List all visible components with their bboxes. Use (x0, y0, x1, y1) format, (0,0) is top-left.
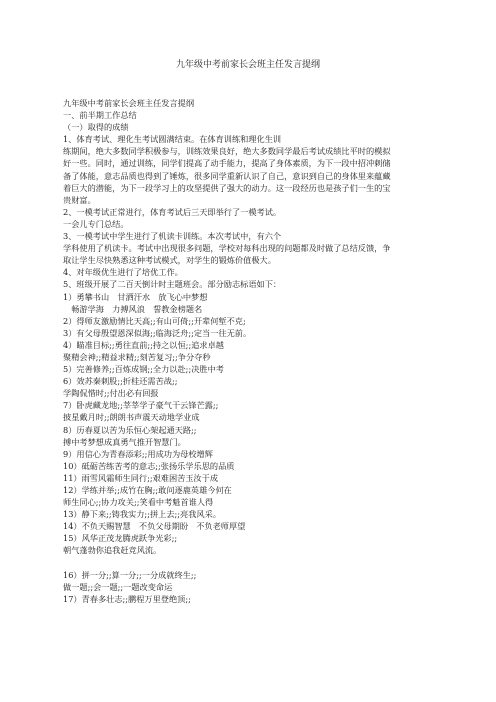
slogan-line: 7）卧虎藏龙地;;莘莘学子豪气干云锋芒露;; (63, 400, 219, 411)
slogan-line: 做一题;;会一题;;一题改变命运 (63, 581, 173, 592)
slogan-line: 8）历春夏以苦为乐恒心架起通天路;; (63, 424, 197, 435)
blank-line (63, 557, 437, 569)
body-line: 一会儿专门总结。 (63, 218, 129, 229)
body-line: 2、一模考试正常进行，体育考试后三天即举行了一模考试。 (63, 206, 282, 217)
slogan-line: 4）瞄准目标;;勇往直前;;持之以恒;;追求卓越 (63, 339, 224, 350)
slogan-line: 17）青春多壮志;;鹏程万里登绝顶;; (63, 593, 191, 604)
slogan-line: 1）勇攀书山 甘洒汗水 放飞心中梦想 (63, 291, 208, 302)
body-line: 备了体能，意志品质也得到了锤炼，很多同学重新认识了自己，意识到自己的身体里来蕴藏 (63, 170, 391, 181)
slogan-line: 2）得师友激励情比天高;;有山可倚;;开辈何堑不克; (63, 315, 246, 326)
body-line: 1、体育考试、理化生考试圆满结束。在体育训练和理化生训 (63, 134, 282, 145)
body-line: 好一些。同时，通过训练，同学们提高了动手能力，提高了身体素质，为下一段中招冲刺储 (63, 158, 391, 169)
slogan-line: 3）有父母殷望恩深似海;;临海泛舟;;定当一往无前。 (63, 327, 252, 338)
section-heading: 一、前半期工作总结 (63, 110, 137, 121)
slogan-line: 学陶侃惜时;;付出必有回报 (63, 388, 159, 399)
slogan-line: 11）雨雪风霜师生同行;;艰难困苦玉汝于成 (63, 472, 219, 483)
slogan-line: 5）完善修养;;百炼成钢;;全力以赴;;决胜中考 (63, 364, 224, 375)
body-line: 练期间，绝大多数同学积极参与，训练效果良好，绝大多数同学最后考试成绩比平时的模拟 (63, 146, 391, 157)
slogan-line: 披星戴月时;;朗朗书声震天动地学业成 (63, 412, 200, 423)
slogan-line: 13）静下来;;铸我实力;;拼上去;;亮我风采。 (63, 509, 221, 520)
slogan-line: 12）学练并举;;成竹在胸;;敢问逐鹿英雄今何在 (63, 485, 232, 495)
slogan-line: 6）效苏秦刺股;;折桂还需苦战;; (63, 376, 178, 387)
body-line: 4、对年级优生进行了培优工作。 (63, 267, 183, 278)
slogan-line: 14）不负天赐智慧 不负父母期盼 不负老师厚望 (63, 521, 246, 532)
body-line: 着巨大的潜能，为下一段学习上的攻坚提供了强大的动力。这一段经历也是孩子们一生的宝 (63, 182, 391, 193)
body-line: 取让学生尽快熟悉这种考试模式，对学生的锻炼价值极大。 (63, 255, 276, 266)
body-line: 九年级中考前家长会班主任发言提纲 (63, 98, 195, 108)
body-line: 学科使用了机读卡。考试中出现很多问题，学校对每科出现的问题都及时做了总结反馈，争 (63, 243, 391, 254)
slogan-line: 15）风华正茂龙腾虎跃争光彩;; (63, 533, 178, 544)
slogan-line: 16）拼一分;;算一分;;一分成就终生;; (63, 569, 197, 580)
body-line: 3、一模考试中学生进行了机读卡训练。本次考试中，有六个 (63, 231, 282, 242)
slogan-line: 师生同心;;协力攻关;;笑看中考魁首谁人得 (63, 497, 214, 508)
slogan-line: 朝气蓬勃你追我赶竞风流。 (63, 545, 162, 556)
body-line: 贵财富。 (63, 194, 96, 205)
slogan-line: 畅游学海 力搏风浪 誓教金榜题名 (63, 303, 203, 314)
body-line: 5、班级开展了二百天倒计时主题班会。部分励志标语如下： (63, 279, 282, 290)
document-title: 九年级中考前家长会班主任发言提纲 (175, 60, 320, 70)
slogan-line: 搏中考梦想成真勇气推开智慧门。 (63, 436, 186, 447)
slogan-line: 10）砥砺苦练苦考的意志;;张扬乐学乐思的品质 (63, 460, 235, 471)
slogan-line: 聚精会神;;精益求精;;刻苦复习;;争分夺秒 (63, 351, 211, 362)
slogan-line: 9）用信心为青春添彩;;用成功为母校增辉 (63, 448, 213, 459)
subsection-heading: （一）取得的成绩 (63, 122, 129, 133)
document-body (63, 97, 437, 605)
